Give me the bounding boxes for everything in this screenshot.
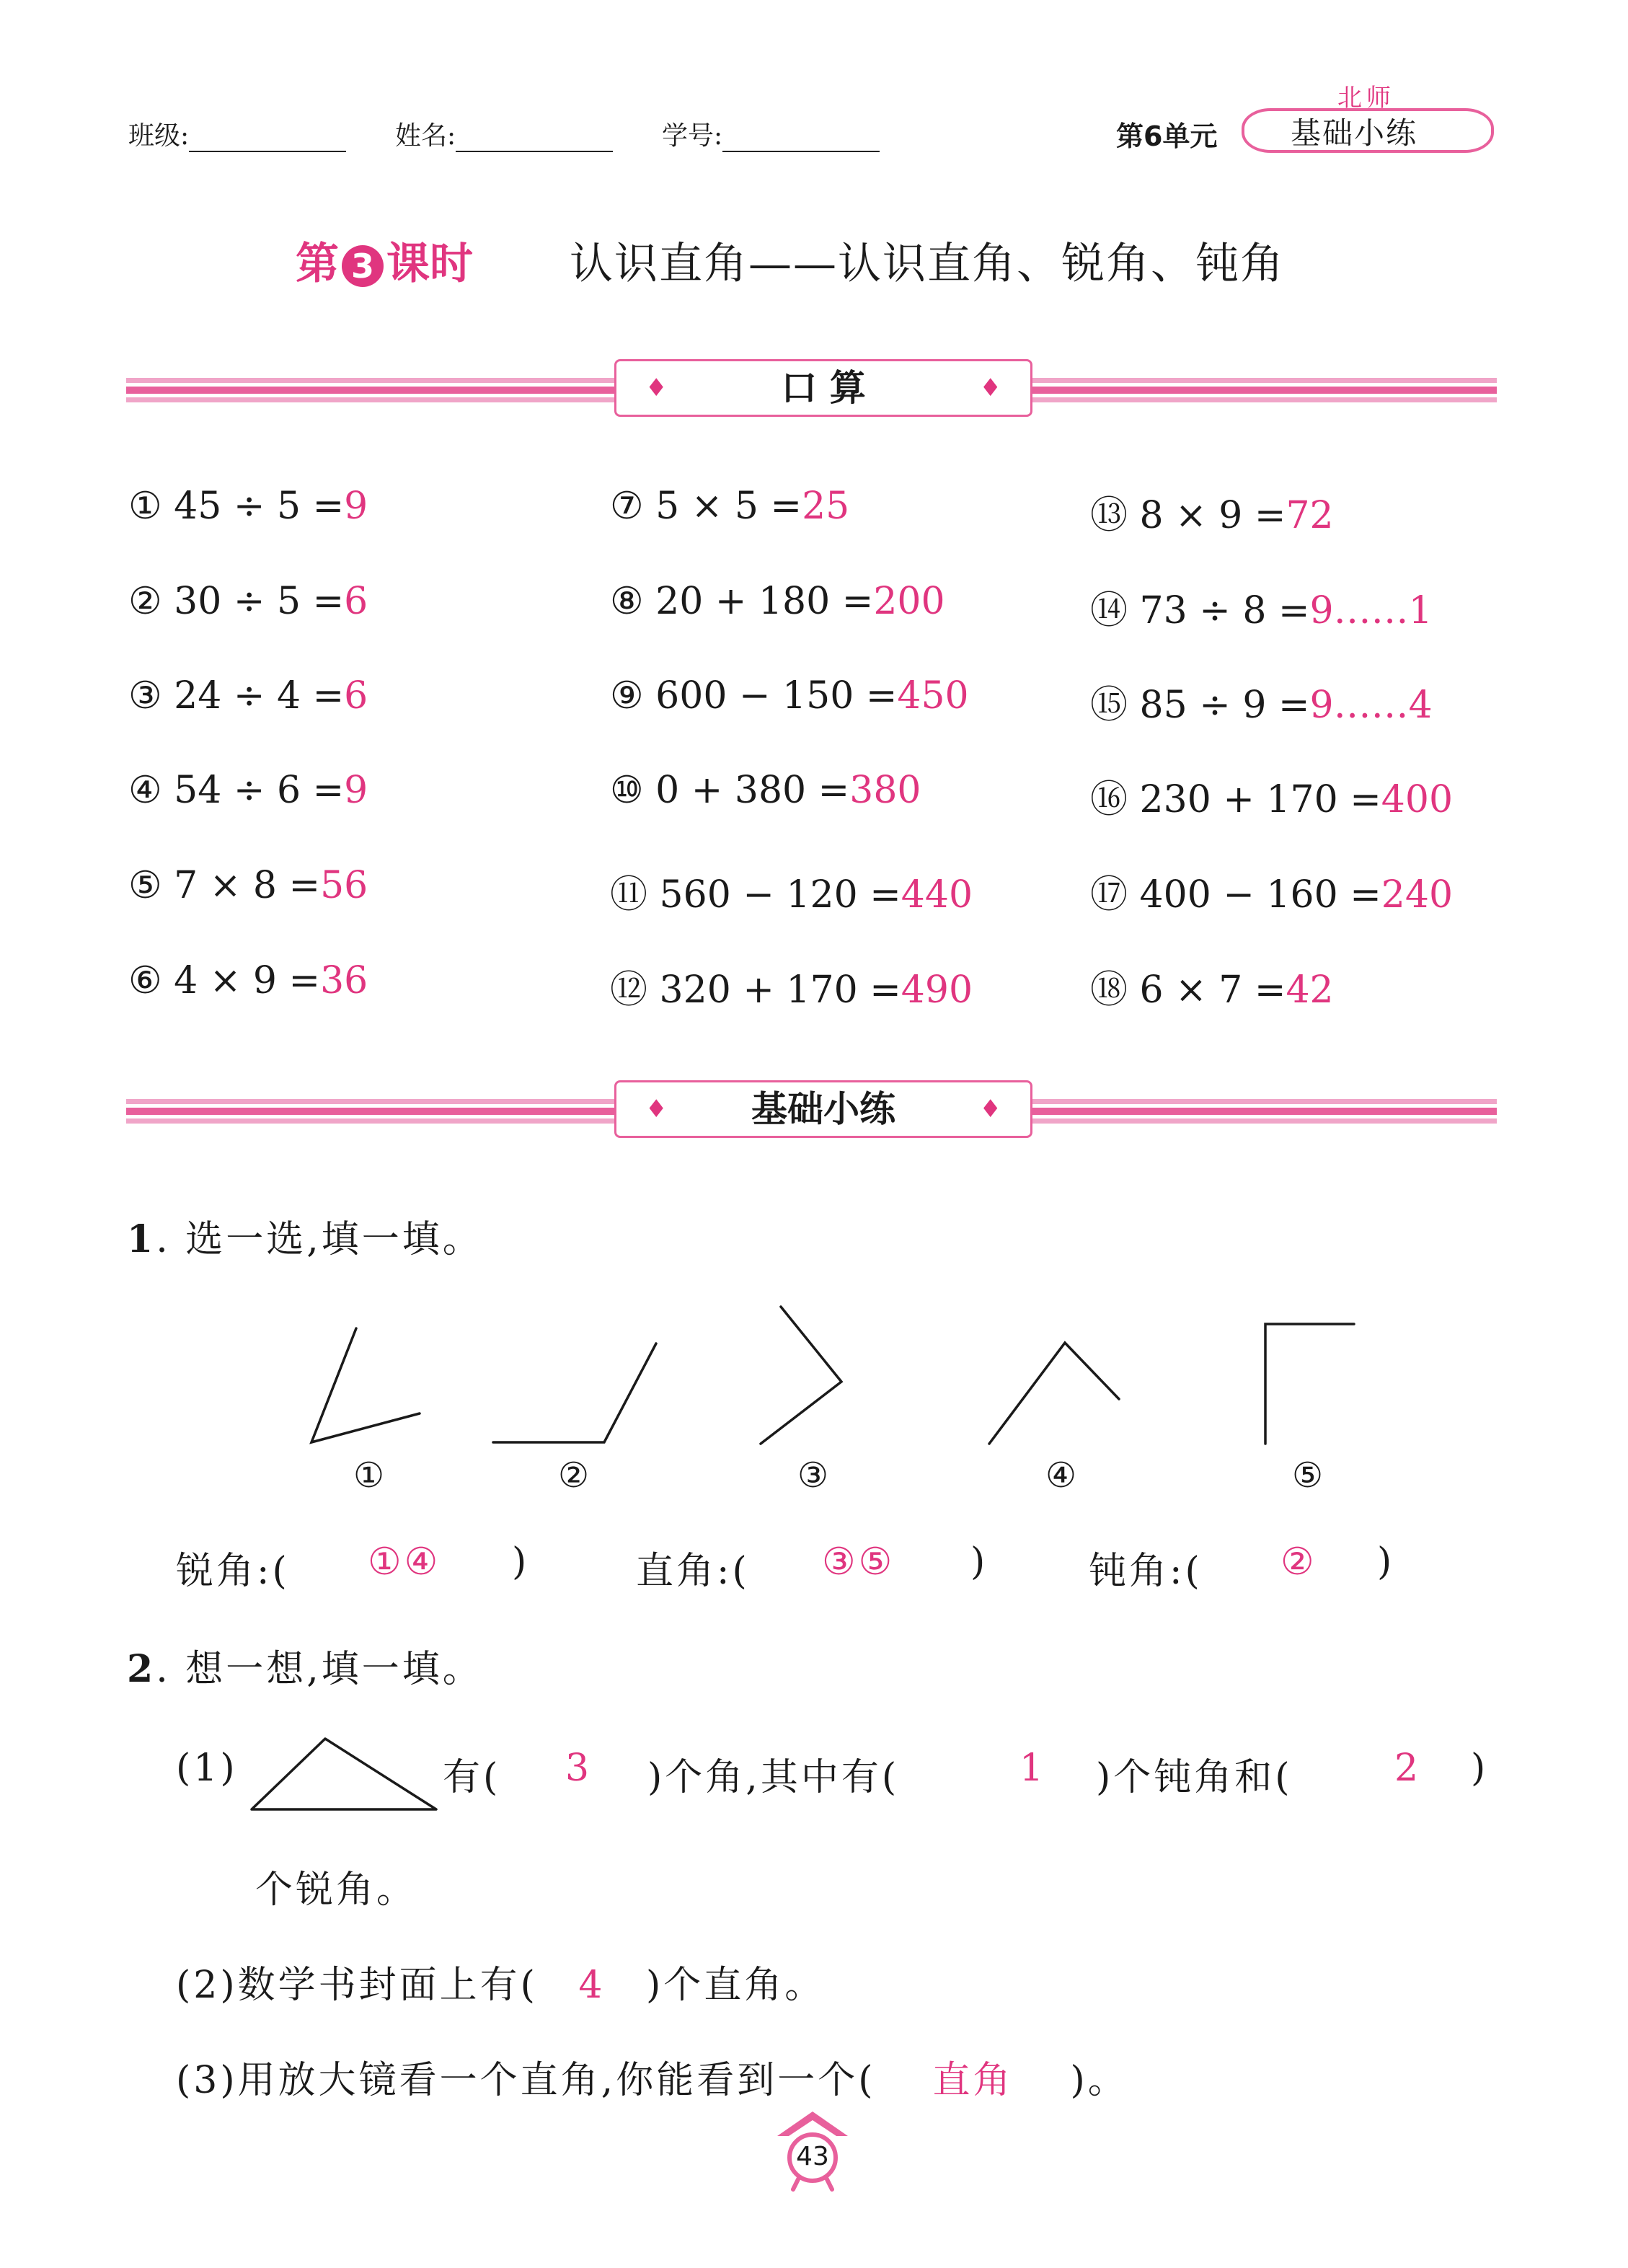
calc-index: ⑦ [610, 485, 644, 528]
calc-expression: 560 − 120 = [659, 873, 901, 917]
q2-part1-text-a: 有( [443, 1756, 501, 1799]
calc-answer[interactable]: 9 [344, 485, 368, 528]
q2-part1-answer-acute[interactable]: 2 [1394, 1747, 1422, 1790]
q1-title-text: . 选一选,填一填。 [156, 1218, 483, 1261]
calc-expression: 8 × 9 = [1139, 494, 1286, 537]
calc-index: ⑰ [1090, 873, 1128, 917]
series-title: 基础小练 [1291, 115, 1418, 151]
calc-index: ⑬ [1090, 494, 1128, 537]
calc-answer[interactable]: 25 [802, 485, 850, 528]
calc-index: ① [128, 485, 162, 528]
q2-part1-label: (1) [176, 1747, 238, 1790]
q2-part2 [176, 1954, 825, 2008]
obtuse-row [1089, 1540, 1203, 1594]
lesson-number: 3 [342, 245, 384, 287]
calc-expression: 85 ÷ 9 = [1139, 684, 1310, 727]
obtuse-answer[interactable]: ② [1280, 1540, 1317, 1584]
right-row [636, 1540, 750, 1594]
calc-expression: 7 × 8 = [174, 864, 321, 907]
oral-section-title: 口 算 [781, 367, 866, 409]
diamond-icon: ♦ [979, 374, 1001, 402]
angle-figure-2 [493, 1343, 656, 1442]
calc-answer[interactable]: 36 [320, 959, 368, 1002]
calc-answer[interactable]: 9……1 [1309, 589, 1433, 632]
calc-index: ③ [128, 674, 162, 718]
calc-expression: 230 + 170 = [1139, 778, 1381, 821]
calc-answer[interactable]: 9……4 [1309, 684, 1433, 727]
figure-label: ① [353, 1455, 385, 1496]
q2-part1-answer-obtuse[interactable]: 1 [1019, 1747, 1047, 1790]
lesson-prefix: 第 [296, 239, 339, 289]
calc-index: ⑯ [1090, 778, 1128, 821]
calc-index: ⑥ [128, 959, 162, 1002]
calc-expression: 73 ÷ 8 = [1139, 589, 1310, 632]
right-answer[interactable]: ③⑤ [822, 1540, 895, 1584]
lesson-suffix: 课时 [386, 239, 473, 289]
acute-row [176, 1540, 290, 1594]
q2-part2-text-b: )个直角。 [645, 1964, 826, 2007]
diamond-icon: ♦ [645, 1095, 668, 1124]
acute-label: 锐角:( [176, 1550, 290, 1593]
angle-figure-5 [1265, 1324, 1354, 1444]
q2-part2-text-a: (2)数学书封面上有( [176, 1964, 538, 2007]
calc-expression: 45 ÷ 5 = [174, 485, 345, 528]
calc-expression: 0 + 380 = [655, 769, 850, 812]
q2-part2-answer[interactable]: 4 [578, 1964, 606, 2007]
q2-number: 2 [127, 1647, 156, 1691]
calc-index: ② [128, 580, 162, 623]
page-number: 43 [796, 2142, 829, 2171]
diamond-icon: ♦ [645, 374, 668, 402]
calc-index: ⑱ [1090, 968, 1128, 1012]
calc-expression: 24 ÷ 4 = [174, 674, 345, 718]
q2-title-text: . 想一想,填一填。 [156, 1648, 483, 1691]
calc-index: ④ [128, 769, 162, 812]
calc-index: ⑫ [610, 968, 648, 1012]
q1-number: 1 [127, 1217, 156, 1261]
obtuse-close: ) [1377, 1540, 1395, 1584]
right-label: 直角:( [636, 1550, 750, 1593]
calc-expression: 30 ÷ 5 = [174, 580, 345, 623]
q2-part3-text-a: (3)用放大镜看一个直角,你能看到一个( [176, 2059, 876, 2102]
calc-index: ⑩ [610, 769, 644, 812]
calc-answer[interactable]: 440 [901, 873, 973, 917]
calc-index: ⑤ [128, 864, 162, 907]
calc-expression: 4 × 9 = [174, 959, 321, 1002]
calc-answer[interactable]: 450 [897, 674, 969, 718]
name-label: 姓名: [395, 121, 456, 151]
calc-answer[interactable]: 200 [873, 580, 945, 623]
calc-expression: 320 + 170 = [659, 968, 901, 1012]
angle-figure-1 [311, 1328, 420, 1442]
q2-part1-text-e: 个锐角。 [255, 1868, 417, 1912]
right-close: ) [970, 1540, 988, 1584]
calc-index: ⑪ [610, 873, 648, 917]
calc-answer[interactable]: 9 [344, 769, 368, 812]
angle-figure-3 [761, 1307, 841, 1444]
calc-expression: 400 − 160 = [1139, 873, 1381, 917]
angle-figure-4 [989, 1343, 1119, 1444]
id-label: 学号: [662, 121, 723, 151]
calc-expression: 6 × 7 = [1139, 968, 1286, 1012]
q2-title [127, 1638, 483, 1693]
q2-part3-answer[interactable]: 直角 [932, 2059, 1014, 2102]
q2-part1-text-d: ) [1471, 1747, 1489, 1790]
calc-expression: 600 − 150 = [655, 674, 898, 718]
calc-expression: 20 + 180 = [655, 580, 874, 623]
diamond-icon: ♦ [979, 1095, 1001, 1124]
practice-section-title: 基础小练 [751, 1088, 895, 1130]
calc-answer[interactable]: 6 [344, 580, 368, 623]
calc-index: ⑭ [1090, 589, 1128, 632]
calc-answer[interactable]: 240 [1381, 873, 1454, 917]
q2-part1-answer-angles[interactable]: 3 [565, 1747, 593, 1790]
q2-part1-text-b: )个角,其中有( [647, 1756, 900, 1799]
calc-expression: 5 × 5 = [655, 485, 802, 528]
class-label: 班级: [128, 121, 190, 151]
acute-close: ) [512, 1540, 530, 1584]
figure-label: ③ [797, 1455, 829, 1496]
calc-index: ⑨ [610, 674, 644, 718]
calc-answer[interactable]: 380 [849, 769, 921, 812]
obtuse-label: 钝角:( [1089, 1550, 1203, 1593]
calc-answer[interactable]: 490 [901, 968, 973, 1012]
calc-answer[interactable]: 6 [344, 674, 368, 718]
calc-expression: 54 ÷ 6 = [174, 769, 345, 812]
q2-part1-text-c: )个钝角和( [1096, 1756, 1293, 1799]
calc-answer[interactable]: 72 [1286, 494, 1334, 537]
triangle-figure [252, 1739, 436, 1809]
unit-label: 第6单元 [1116, 120, 1218, 152]
calc-answer[interactable]: 42 [1286, 968, 1334, 1012]
q2-part3-text-b: )。 [1070, 2059, 1128, 2102]
calc-answer[interactable]: 400 [1381, 778, 1454, 821]
acute-answer[interactable]: ①④ [368, 1540, 441, 1584]
calc-index: ⑧ [610, 580, 644, 623]
figure-label: ② [558, 1455, 590, 1496]
q2-part3 [176, 2049, 1128, 2104]
lesson-title: 认识直角——认识直角、锐角、钝角 [570, 239, 1285, 289]
calc-index: ⑮ [1090, 684, 1128, 727]
figure-label: ⑤ [1292, 1455, 1324, 1496]
series-top: 北师 [1337, 84, 1395, 112]
calc-answer[interactable]: 56 [320, 864, 368, 907]
figure-label: ④ [1045, 1455, 1077, 1496]
